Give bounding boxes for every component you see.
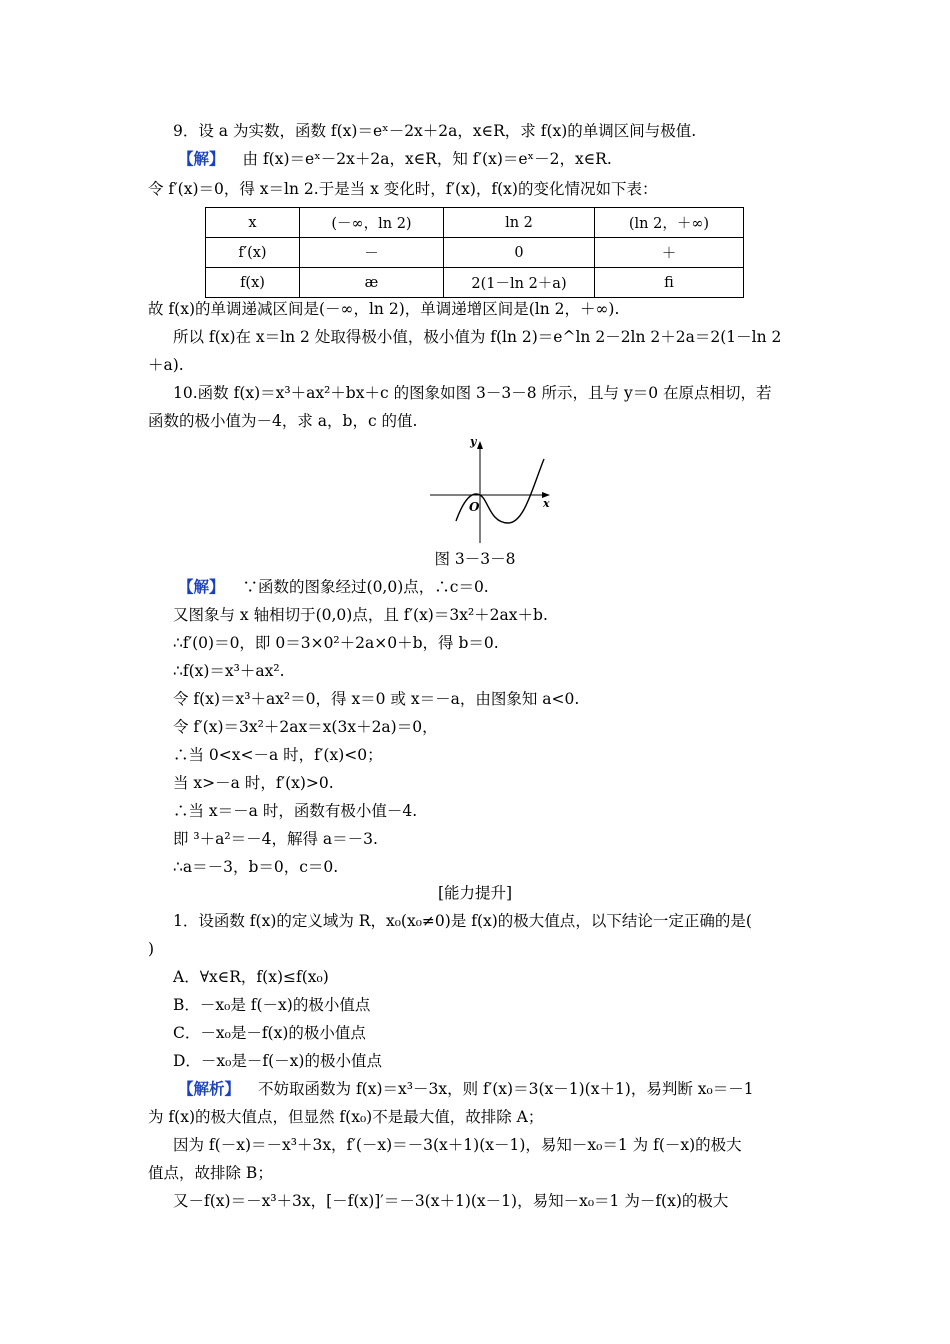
q10-solution-line: 当 x>－a 时，f′(x)>0.: [173, 774, 334, 792]
q9-conclusion-line2: 所以 f(x)在 x＝ln 2 处取得极小值，极小值为 f(ln 2)＝e^ln 2－2ln 2＋2a＝2(1－ln 2: [173, 328, 782, 346]
table-cell: (－∞，ln 2): [300, 208, 444, 238]
table-cell: æ: [300, 268, 444, 298]
table-header-row: [206, 208, 744, 238]
figure-caption: 图 3－3－8: [434, 550, 516, 568]
q10-solution-line1: [178, 576, 838, 598]
q10-solution-line: 即 ³＋a²＝－4，解得 a＝－3.: [173, 830, 378, 848]
solution-tag: 【解】: [178, 577, 225, 596]
q9-question: 9．设 a 为实数，函数 f(x)＝eˣ－2x＋2a，x∈R，求 f(x)的单调区间与极值.: [173, 122, 697, 140]
q10-solution-line: ∴f(x)＝x³＋ax².: [173, 662, 285, 680]
p1-solution-line2: 为 f(x)的极大值点，但显然 f(x₀)不是最大值，故排除 A；: [148, 1108, 544, 1126]
y-axis-arrow: [477, 441, 483, 449]
table-cell: ln 2: [444, 208, 595, 238]
analysis-tag: 【解析】: [178, 1079, 241, 1098]
x-axis-label: x: [543, 497, 550, 510]
table-cell: f(x): [206, 268, 300, 298]
p1-question-line1: 1．设函数 f(x)的定义域为 R，x₀(x₀≠0)是 f(x)的极大值点，以下结论一定正确的是(: [173, 912, 752, 930]
table-row: [206, 268, 744, 298]
table-cell: ＋: [595, 238, 744, 268]
q9-solution-text: 由 f(x)＝eˣ－2x＋2a，x∈R，知 f′(x)＝eˣ－2，x∈R.: [242, 150, 612, 168]
q9-conclusion-line3: ＋a).: [148, 356, 184, 374]
p1-solution-line1: [178, 1078, 838, 1100]
table-row: [206, 238, 744, 268]
table-cell: 2(1－ln 2＋a): [444, 268, 595, 298]
q9-conclusion-line1: 故 f(x)的单调递减区间是(－∞，ln 2)，单调递增区间是(ln 2，＋∞).: [148, 300, 620, 318]
q10-solution-line: 又图象与 x 轴相切于(0,0)点，且 f′(x)＝3x²＋2ax＋b.: [173, 606, 548, 624]
solution-tag: 【解】: [178, 149, 225, 168]
q9-solution-line1: [178, 148, 838, 170]
cubic-function-graph: [428, 433, 558, 545]
q10-solution-text: ∵函数的图象经过(0,0)点，∴c＝0.: [242, 578, 489, 596]
option-d: D．－x₀是－f(－x)的极小值点: [173, 1052, 382, 1070]
p1-solution-line3: 因为 f(－x)＝－x³＋3x，f′(－x)＝－3(x＋1)(x－1)，易知－x₀＝1 为 f(－x)的极大: [173, 1136, 742, 1154]
table-cell: －: [300, 238, 444, 268]
q10-solution-line: ∴当 x＝－a 时，函数有极小值－4.: [173, 802, 418, 820]
q10-question-line2: 函数的极小值为－4，求 a，b，c 的值.: [148, 412, 418, 430]
table-cell: f′(x): [206, 238, 300, 268]
table-cell: ﬁ: [595, 268, 744, 298]
p1-solution-line4: 值点，故排除 B；: [148, 1164, 273, 1182]
variation-table: [205, 207, 744, 298]
q9-solution-line2: 令 f′(x)＝0，得 x＝ln 2.于是当 x 变化时，f′(x)，f(x)的变化情况如下表：: [148, 180, 658, 198]
origin-label: O: [469, 500, 480, 514]
option-c: C．－x₀是－f(x)的极小值点: [173, 1024, 366, 1042]
q10-solution-line: 令 f′(x)＝3x²＋2ax＝x(3x＋2a)＝0，: [173, 718, 438, 736]
option-b: B．－x₀是 f(－x)的极小值点: [173, 996, 371, 1014]
section-title: [能力提升]: [437, 884, 513, 902]
option-a: A．∀x∈R，f(x)≤f(x₀): [173, 968, 329, 986]
p1-solution-text: 不妨取函数为 f(x)＝x³－3x，则 f′(x)＝3(x－1)(x＋1)，易判断 x₀＝－1: [258, 1080, 754, 1098]
table-cell: x: [206, 208, 300, 238]
q10-question-line1: 10.函数 f(x)＝x³＋ax²＋bx＋c 的图象如图 3－3－8 所示，且与 y＝0 在原点相切，若: [173, 384, 772, 402]
q10-solution-line: ∴f′(0)＝0，即 0＝3×0²＋2a×0＋b，得 b＝0.: [173, 634, 499, 652]
p1-question-line2: ): [148, 940, 155, 958]
y-axis-label: y: [470, 435, 477, 448]
table-cell: (ln 2，＋∞): [595, 208, 744, 238]
q10-solution-line: 令 f(x)＝x³＋ax²＝0，得 x＝0 或 x＝－a，由图象知 a<0.: [173, 690, 580, 708]
table-cell: 0: [444, 238, 595, 268]
q10-solution-line: ∴a＝－3，b＝0，c＝0.: [173, 858, 339, 876]
q10-solution-line: ∴当 0<x<－a 时，f′(x)<0；: [173, 746, 383, 764]
p1-solution-line5: 又－f(x)＝－x³＋3x，[－f(x)]′＝－3(x＋1)(x－1)，易知－x₀＝1 为－f(x)的极大: [173, 1192, 729, 1210]
